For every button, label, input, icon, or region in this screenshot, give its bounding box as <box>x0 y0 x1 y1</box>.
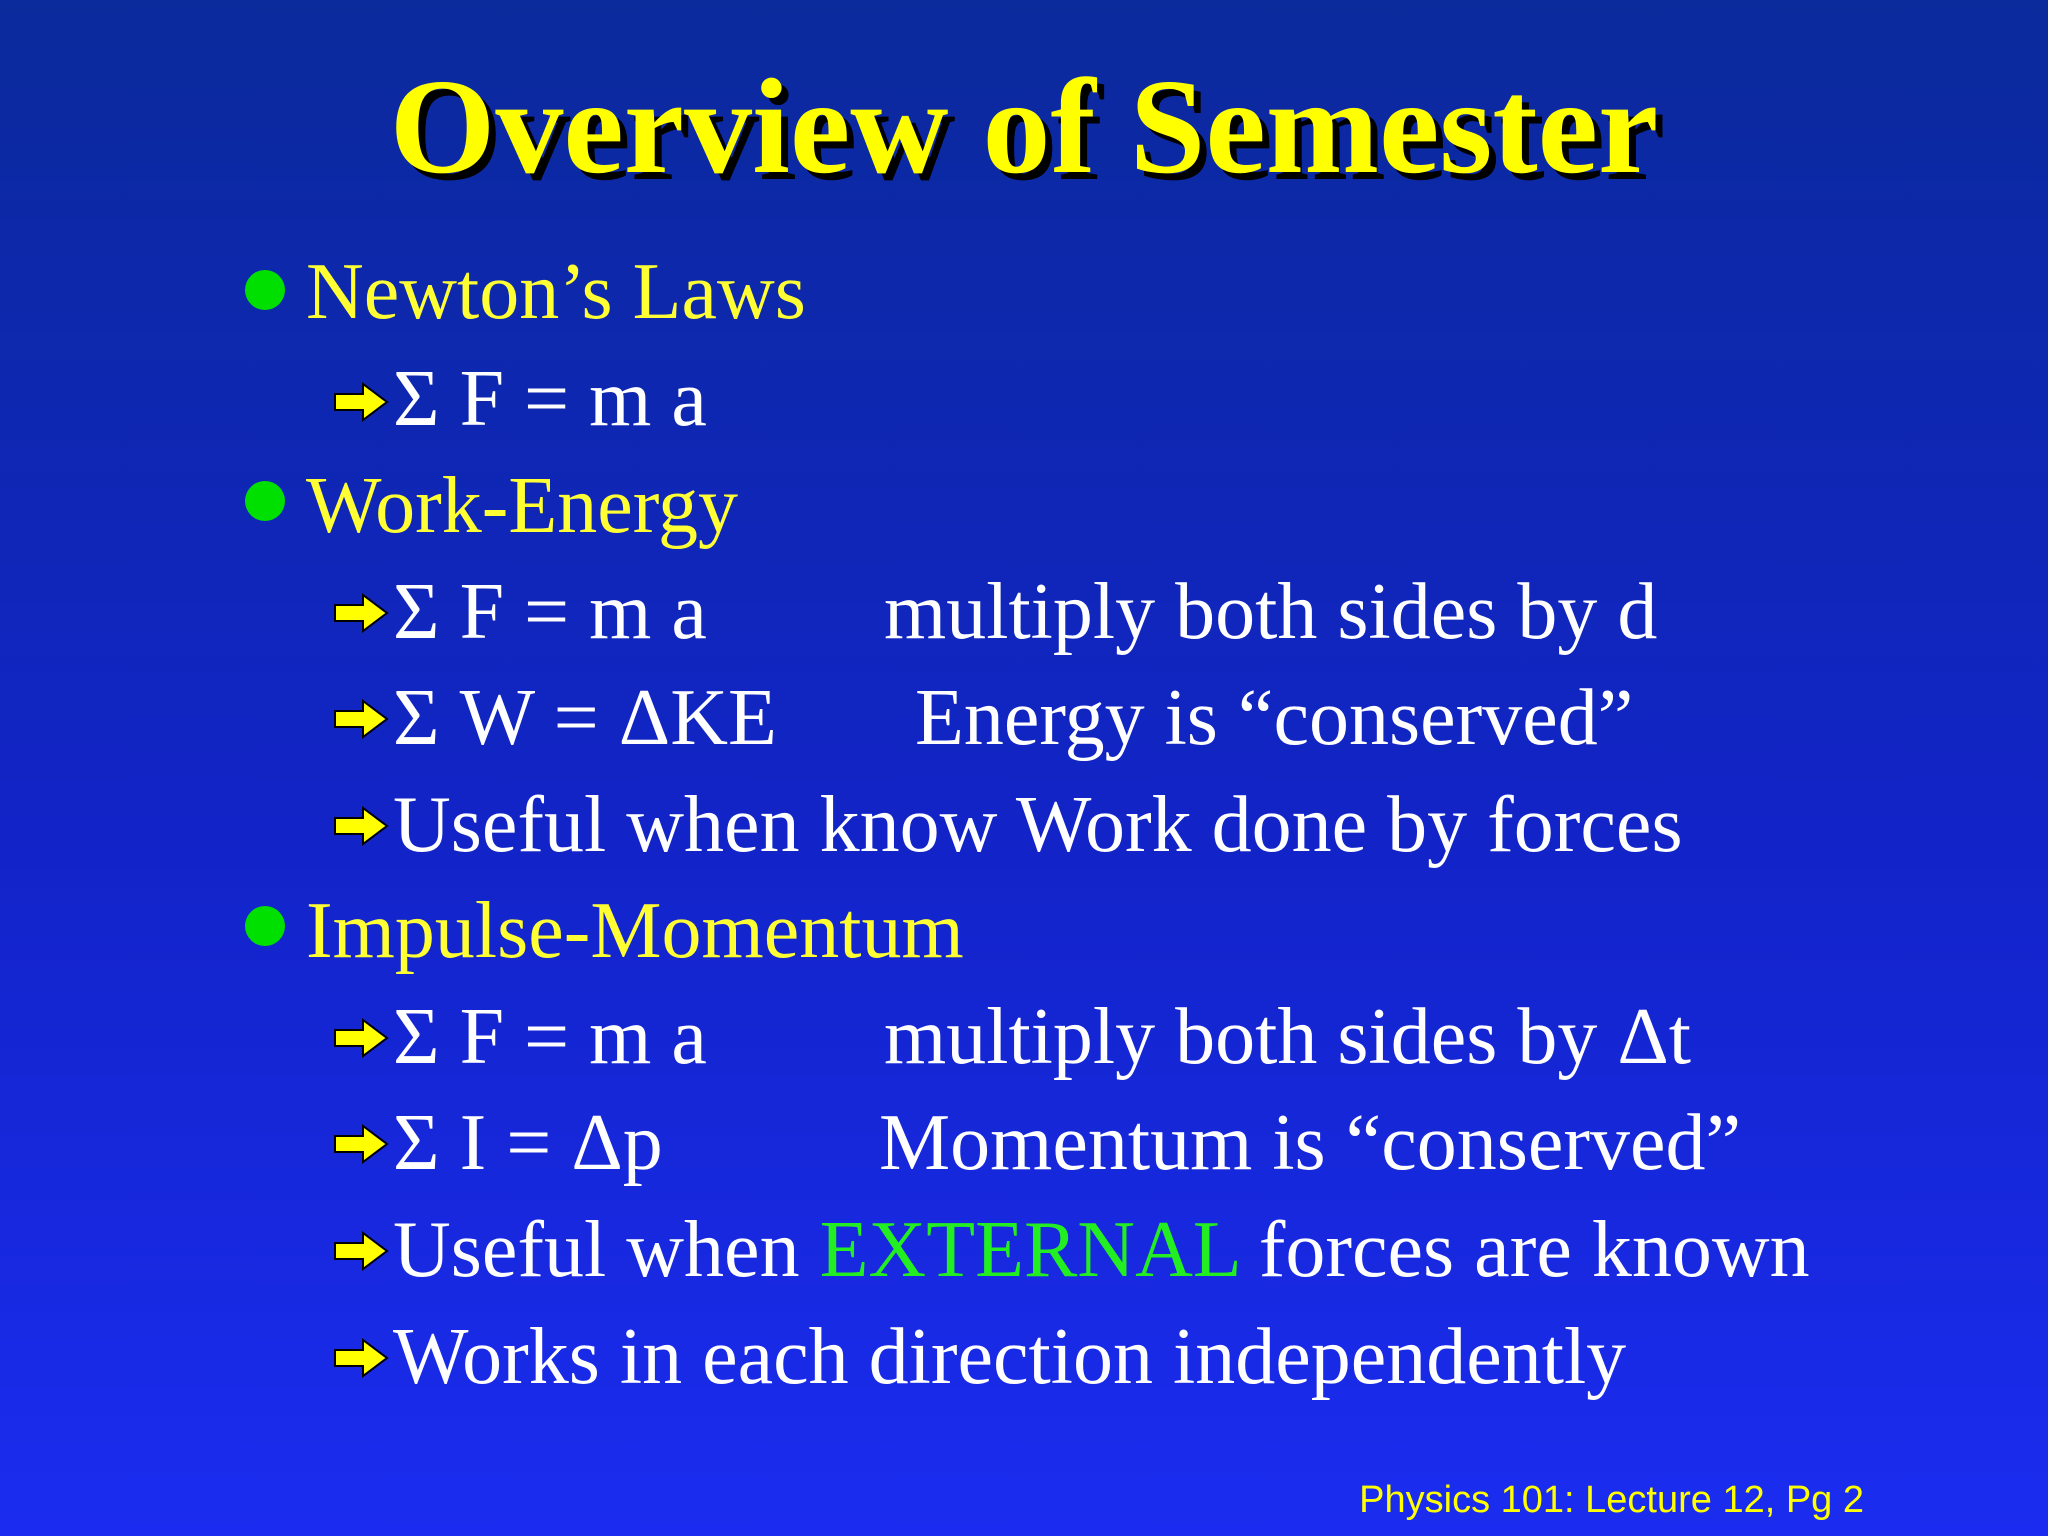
arrow-right-icon <box>333 806 389 846</box>
arrow-right-icon <box>333 1018 389 1058</box>
note-energy-conserved: Energy is “conserved” <box>915 674 1634 762</box>
note-multiply-by-d: multiply both sides by d <box>884 568 1658 656</box>
arrow-right-icon <box>333 699 389 739</box>
arrow-right-icon <box>333 382 389 422</box>
arrow-right-icon <box>333 1124 389 1164</box>
bullet-dot-icon <box>245 270 285 310</box>
bullet-dot-icon <box>245 906 285 946</box>
arrow-right-icon <box>333 1231 389 1271</box>
bullet-dot-icon <box>245 481 285 521</box>
equation-impulse-momentum: Σ I = Δp <box>393 1099 663 1187</box>
equation-sum-f-ma: Σ F = m a <box>393 568 707 656</box>
note-external-forces <box>393 1205 1810 1295</box>
note-momentum-conserved: Momentum is “conserved” <box>879 1099 1741 1187</box>
equation-sum-f-ma-2: Σ F = m a <box>393 993 707 1081</box>
arrow-right-icon <box>333 593 389 633</box>
note-external-forces-post: forces are known <box>1238 1206 1810 1294</box>
slide-title: Overview of Semester <box>389 52 1659 202</box>
equation-work-energy: Σ W = ΔKE <box>393 674 777 762</box>
section-heading-newtons-laws: Newton’s Laws <box>306 248 806 336</box>
note-work-usefulness: Useful when know Work done by forces <box>393 781 1683 869</box>
arrow-right-icon <box>333 1338 389 1378</box>
note-external-forces-pre: Useful when <box>393 1206 820 1294</box>
equation-newton-second-law: Σ F = m a <box>393 355 707 443</box>
slide-footer: Physics 101: Lecture 12, Pg 2 <box>1359 1479 1864 1521</box>
section-heading-work-energy: Work-Energy <box>306 462 738 550</box>
section-heading-impulse-momentum: Impulse-Momentum <box>306 887 964 975</box>
external-highlight: EXTERNAL <box>819 1206 1239 1294</box>
note-directions-independent: Works in each direction independently <box>393 1313 1627 1401</box>
note-multiply-by-dt: multiply both sides by Δt <box>884 993 1692 1081</box>
